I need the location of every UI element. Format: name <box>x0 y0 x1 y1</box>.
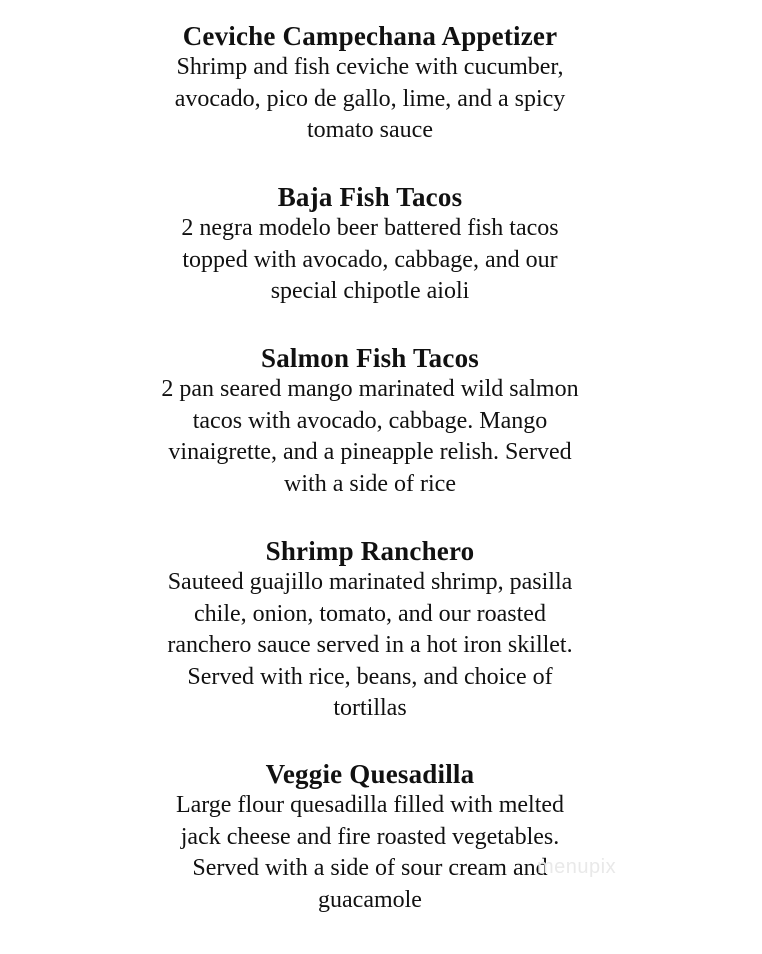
menu-item-description: 2 negra modelo beer battered fish tacos topped with avocado, cabbage, and our special chipotle aioli <box>181 215 559 304</box>
menu-item-title: Veggie Quesadilla <box>265 759 475 789</box>
menu-item-title: Baja Fish Tacos <box>277 182 463 212</box>
menu-item-baja-fish-tacos <box>0 181 740 308</box>
menu-item-description: Sauteed guajillo marinated shrimp, pasilla chile, onion, tomato, and our roasted ranchero sauce served in a hot iron skillet. Served with rice, beans, and choice of tortillas <box>167 569 573 721</box>
menu-item-shrimp-ranchero <box>0 535 740 725</box>
menu-item-description: Large flour quesadilla filled with melted jack cheese and fire roasted vegetables. Served with a side of sour cream and guacamole <box>175 792 565 913</box>
watermark: menupix <box>537 856 617 878</box>
menu-item-salmon-fish-tacos <box>0 342 740 500</box>
menu-item-title: Ceviche Campechana Appetizer <box>182 21 558 51</box>
menu-item-title: Salmon Fish Tacos <box>261 343 479 373</box>
menu-item-description: Shrimp and fish ceviche with cucumber, avocado, pico de gallo, lime, and a spicy tomato sauce <box>174 54 566 143</box>
menu-item-veggie-quesadilla <box>0 758 740 916</box>
menu-item-title: Shrimp Ranchero <box>265 536 475 566</box>
menu-item-description: 2 pan seared mango marinated wild salmon tacos with avocado, cabbage. Mango vinaigrette, and a pineapple relish. Served with a side of rice <box>161 376 579 497</box>
menu-item-ceviche <box>0 20 740 147</box>
